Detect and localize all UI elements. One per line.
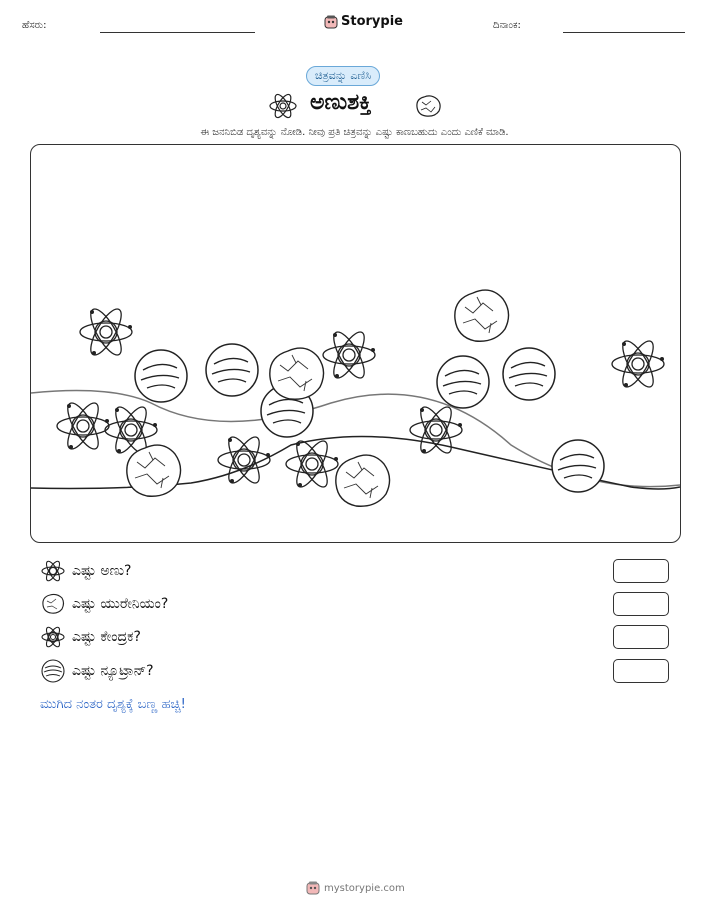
brand-logo (324, 14, 403, 29)
instructions: ಈ ಜನನಿಬಿಡ ದೃಶ್ಯವನ್ನು ನೋಡಿ. ನೀವು ಪ್ರತಿ ಚಿತ್ರವನ್ನು ಎಷ್ಟು ಕಾಣಬಹುದು ಎಂದು ಎಣಿಕೆ ಮಾಡಿ. (200, 127, 509, 138)
scene-neutron (135, 350, 187, 402)
storypie-mascot-icon (324, 15, 338, 29)
scene-neutron (552, 440, 604, 492)
footer (306, 881, 405, 895)
question-text: ಎಷ್ಟು ಯುರೇನಿಯಂ? (72, 596, 169, 612)
question-row-atom (40, 558, 131, 584)
scene-atom (57, 399, 109, 453)
question-row-neutron (40, 658, 154, 684)
answer-box-nucleus[interactable] (613, 625, 669, 649)
answer-box-uranium[interactable] (613, 592, 669, 616)
scene-neutron (437, 356, 489, 408)
scene-uranium-rock (336, 455, 390, 506)
footer-url[interactable]: mystorypie.com (324, 882, 405, 894)
uranium-rock-icon (40, 591, 66, 617)
finish-note: ಮುಗಿದ ನಂತರ ದೃಶ್ಯಕ್ಕೆ ಬಣ್ಣ ಹಚ್ಚಿ! (40, 697, 186, 712)
scene-atom (286, 437, 338, 491)
name-line[interactable] (100, 32, 255, 33)
name-label: ಹೆಸರು: (22, 20, 47, 31)
scene-uranium-rock (270, 348, 324, 399)
question-text: ಎಷ್ಟು ಕೇಂದ್ರಕ? (72, 629, 141, 645)
nucleus-icon (40, 624, 66, 650)
atom-icon (40, 558, 66, 584)
scene-atom (80, 305, 132, 359)
neutron-icon (40, 658, 66, 684)
scene-neutron (206, 344, 258, 396)
uranium-rock-icon (413, 93, 443, 119)
scene-atom (612, 337, 664, 391)
question-text: ಎಷ್ಟು ಅಣು? (72, 563, 132, 579)
storypie-mascot-icon (306, 881, 320, 895)
question-row-nucleus (40, 624, 141, 650)
answer-box-neutron[interactable] (613, 659, 669, 683)
scene-atom (323, 328, 375, 382)
activity-pill: ಚಿತ್ರವನ್ನು ಎಣಿಸಿ (306, 66, 380, 86)
answer-box-atom[interactable] (613, 559, 669, 583)
scene-neutron (503, 348, 555, 400)
date-line[interactable] (563, 32, 685, 33)
page-title: ಅಣುಶಕ್ತಿ (310, 90, 372, 115)
atom-icon (268, 92, 298, 120)
scene-atom (410, 403, 462, 457)
scene-uranium-rock (127, 445, 181, 496)
date-label: ದಿನಾಂಕ: (493, 20, 521, 31)
question-text: ಎಷ್ಟು ನ್ಯೂಟ್ರಾನ್? (72, 663, 154, 679)
question-row-uranium (40, 591, 168, 617)
counting-scene (30, 144, 681, 543)
brand-name: Storypie (341, 14, 403, 29)
scene-uranium-rock (455, 290, 509, 341)
